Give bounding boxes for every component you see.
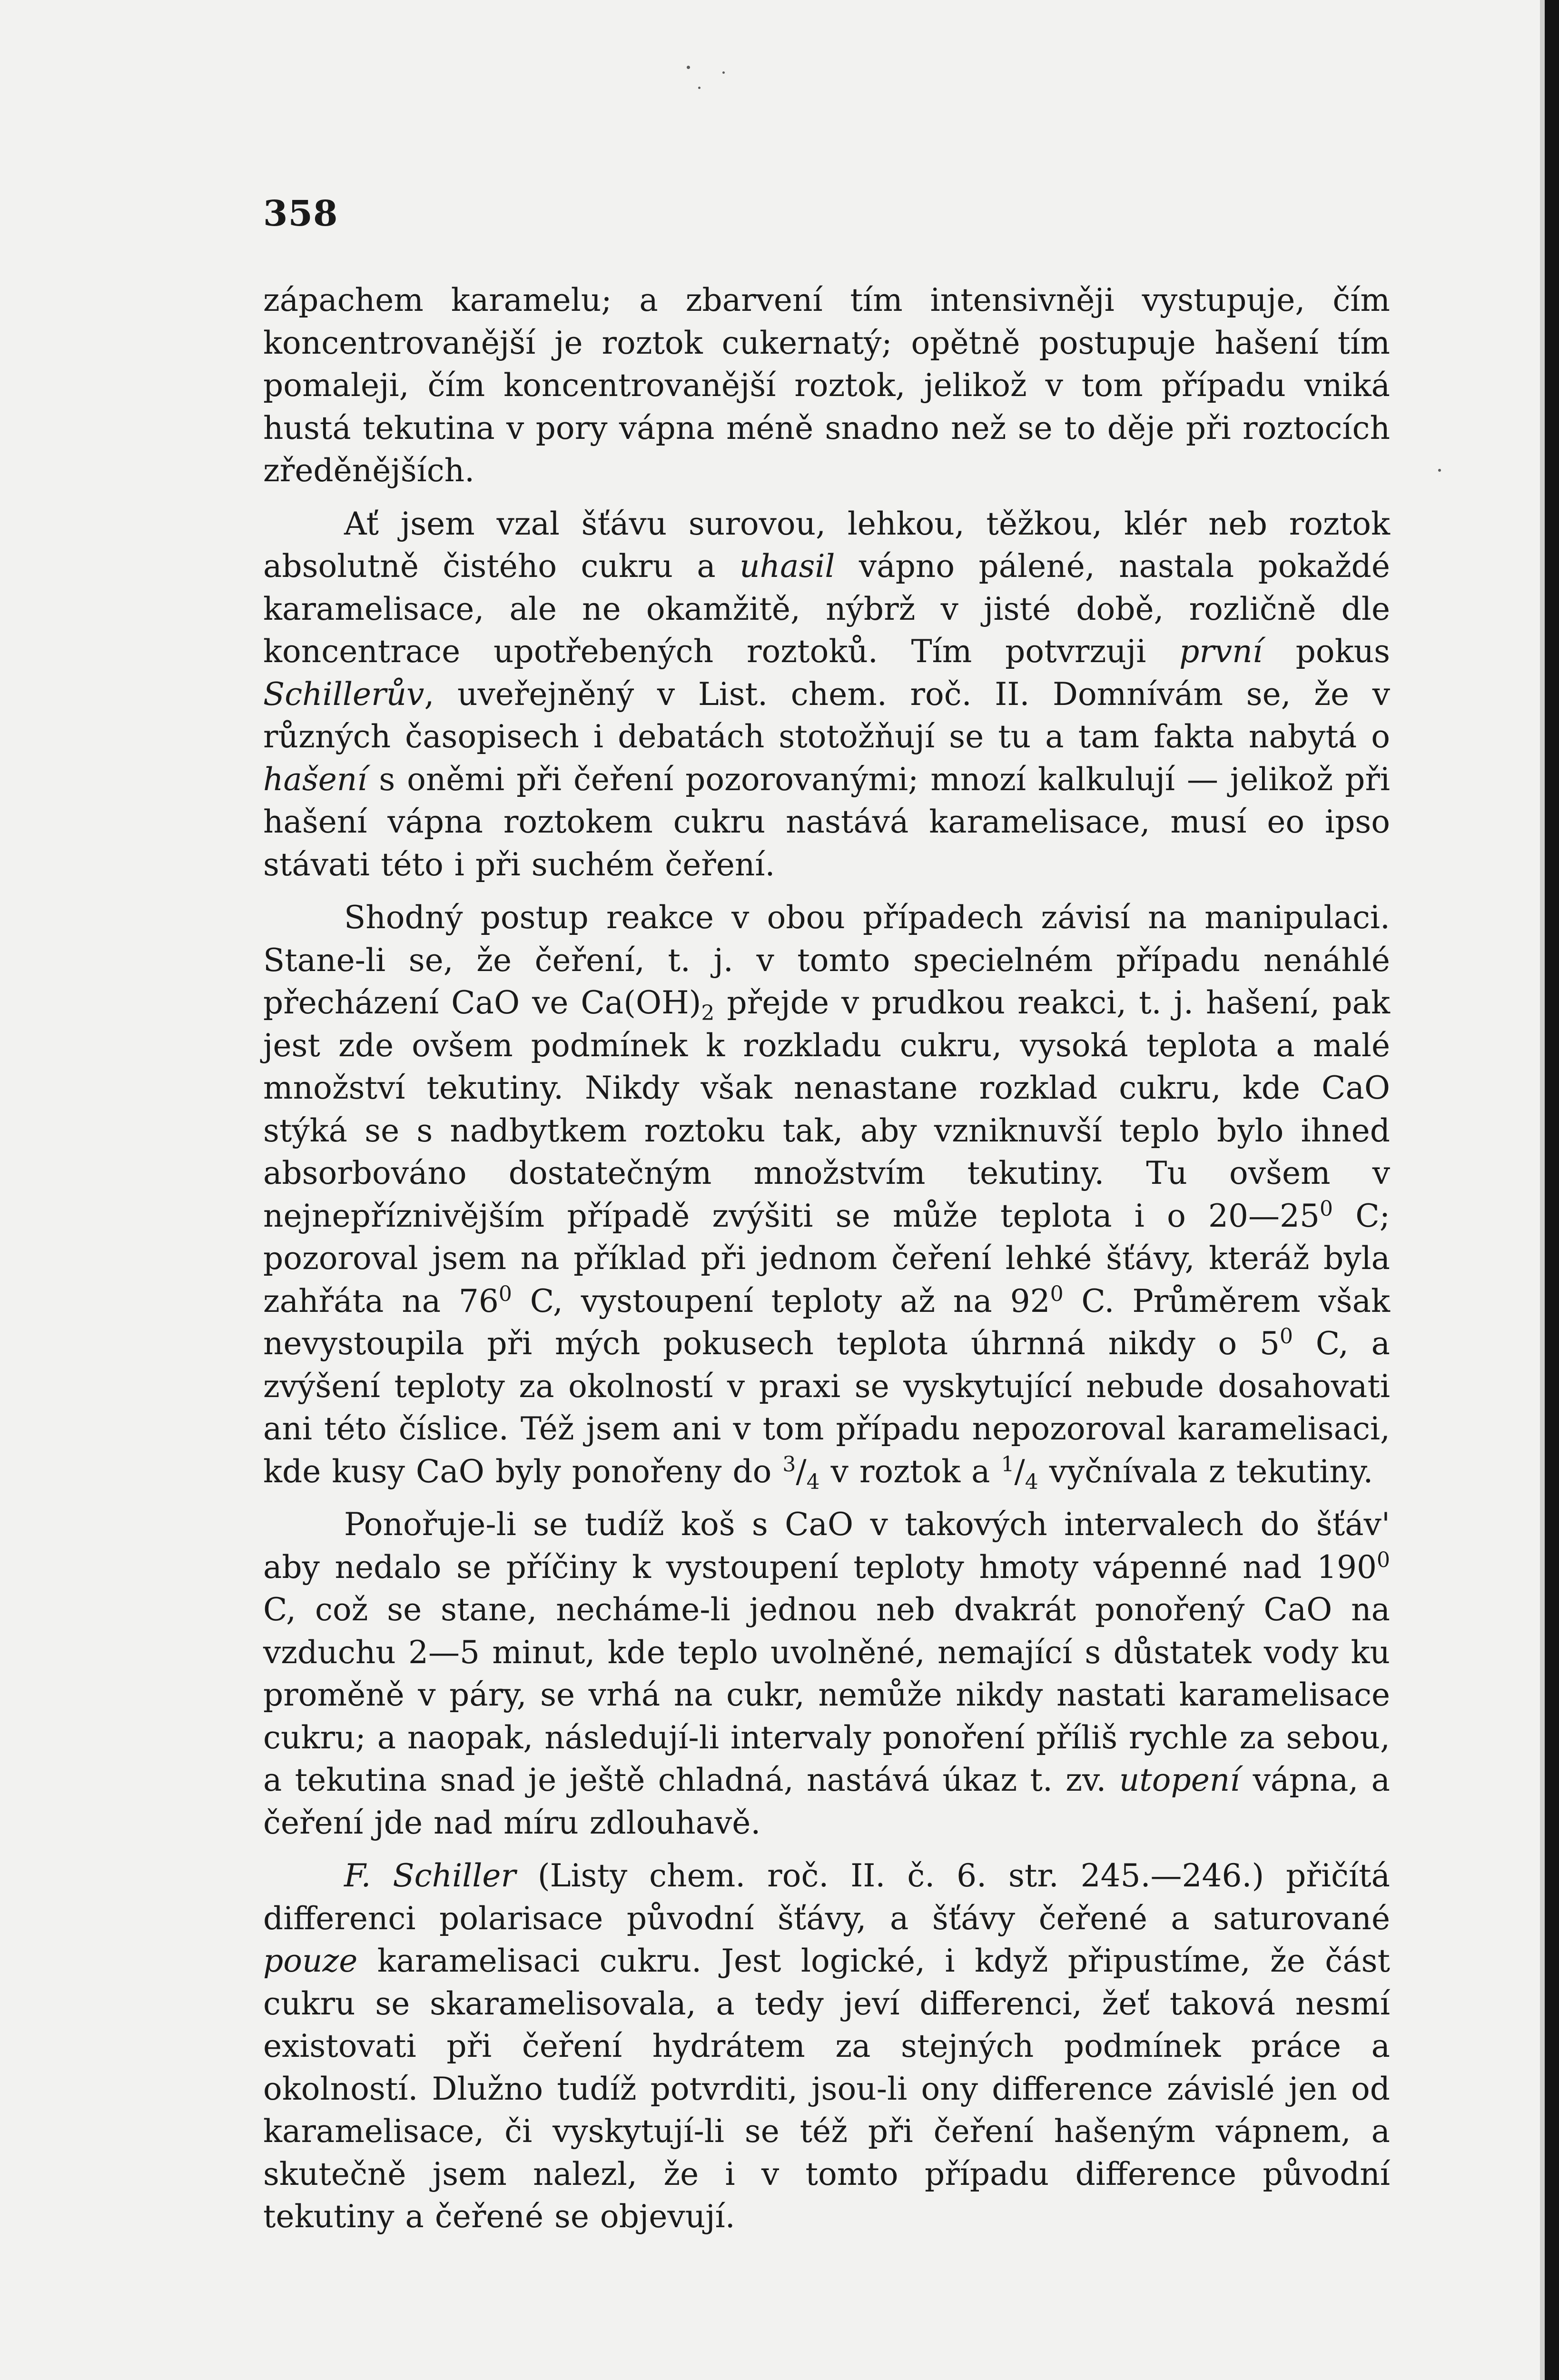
text-run: C, což se stane, necháme-li jednou neb dvakrát ponořený CaO na vzduchu 2—5 minut, kde teplo uvolněné, nemající s důstatek vody ku proměně v páry, se vrhá na cukr, nemůže nikdy nastati karamelisace cukru; a naopak, následují-li intervaly ponoření příliš rychle za sebou, a tekutina snad je ještě chladná, nastává úkaz t. zv.: [263, 1591, 1390, 1798]
paragraph-2: [263, 503, 1390, 886]
italic-term: utopení: [1119, 1762, 1240, 1798]
paragraph-3: Shodný postup reakce v obou případech závisí na manipulaci. Stane-li se, že čeření, t. j. v tomto specielném případu nenáhlé přecházení CaO ve $Ca(OH)_2$ přejde v prudkou reakci, t. j. hašení, pak jest zde ovšem podmínek k rozkladu cukru, vysoká teplota a malé množství tekutiny. Nikdy však nenastane rozklad cukru, kde CaO stýká se s nadbytkem roztoku tak, aby vzniknuvší teplo bylo ihned absorbováno dostatečným množstvím tekutiny. Tu ovšem v nejnepříznivějším případě zvýšiti se může teplota i o $20—25^0$ C; pozoroval jsem na příklad při jednom čeření lehké šťávy, kteráž byla zahřáta na $76^0$ C, vystoupení teploty až na $92^0$ C. Průměrem však nevystoupila při mých pokusech teplota úhrnná nikdy o $5^0$ C, a zvýšení teploty za okolností v praxi se vyskytující nebude dosahovati ani této číslice. Též jsem ani v tom případu nepozoroval karamelisaci, kde kusy CaO byly ponořeny do $^3/_4$ v roztok a $^1/_4$ vyčnívala z tekutiny.: [263, 899, 1390, 1494]
degree-sign: 0: [498, 1281, 512, 1306]
text-run: Ať jsem vzal šťávu surovou, lehkou, těžkou, klér neb roztok absolutně čistého cukru a: [263, 505, 1390, 585]
scan-speck: [722, 71, 725, 74]
text-run: zápachem karamelu; a zbarvení tím intensivněji vystupuje, čím koncentrovanější je roztok cukernatý; opětně postupuje hašení tím pomaleji, čím koncentrovanější roztok, jelikož v tom případu vniká hustá tekutina v pory vápna méně snadno než se to děje při roztocích zředěnějších.: [263, 282, 1390, 489]
text-run: karamelisaci cukru. Jest logické, i když připustíme, že část cukru se skaramelisovala, a tedy jeví differenci, žeť taková nesmí existovati při čeření hydrátem za stejných podmínek práce a okolností. Dlužno tudíž potvrditi, jsou-li ony difference závislé jen od karamelisace, či vyskytují-li se též při čeření hašeným vápnem, a skutečně jsem nalezl, že i v tomto případu difference původní tekutiny a čeřené se objevují.: [263, 1943, 1390, 2235]
text-run: , uveřejněný v List. chem. roč. II. Domnívám se, že v různých časopisech i debatách stotožňují se tu a tam fakta nabytá o: [263, 675, 1390, 755]
text-run: vápna, a čeření jde nad míru zdlouhavě.: [263, 1762, 1390, 1841]
text-run: C. Průměrem však nevystoupila při mých pokusech teplota úhrnná nikdy o 5: [263, 1282, 1390, 1362]
italic-term: pouze: [263, 1943, 358, 1979]
text-run: pokus: [1262, 633, 1390, 670]
degree-sign: 0: [1280, 1324, 1293, 1349]
text-run: vápno pálené, nastala pokaždé karamelisace, ale ne okamžitě, nýbrž v jisté době, rozličně dle koncentrace upotřebených roztoků. Tím potvrzuji: [263, 548, 1390, 670]
scan-speck: [698, 87, 701, 89]
degree-sign: 0: [1377, 1547, 1390, 1572]
fraction-numerator: 1: [1001, 1452, 1015, 1477]
text-run: Shodný postup reakce v obou případech závisí na manipulaci. Stane-li se, že čeření, t. j. v tomto specielném případu nenáhlé přecházení CaO ve Ca(OH): [263, 899, 1390, 1021]
text-run: C, a zvýšení teploty za okolností v praxi se vyskytující nebude dosahovati ani této číslice. Též jsem ani v tom případu nepozoroval karamelisaci, kde kusy CaO byly ponořeny do: [263, 1325, 1390, 1490]
fraction-numerator: 3: [782, 1452, 796, 1477]
degree-sign: 0: [1320, 1196, 1333, 1221]
scan-edge-shadow: [1540, 0, 1545, 2380]
scan-speck: [687, 66, 690, 69]
page-number: 358: [263, 193, 338, 234]
italic-author: F. Schiller: [344, 1857, 516, 1894]
paragraph-5: [263, 1854, 1390, 2238]
italic-author: Schillerův: [263, 675, 424, 713]
fraction-denominator: 4: [806, 1469, 820, 1494]
text-run: (Listy chem. roč. II. č. 6. str. 245.—246.) přičítá differenci polarisace původní šťávy, a šťávy čeřené a saturované: [263, 1857, 1390, 1937]
text-run: s oněmi při čeření pozorovanými; mnozí kalkulují — jelikož při hašení vápna roztokem cukru nastává karamelisace, musí eo ipso stávati této i při suchém čeření.: [263, 761, 1390, 883]
scan-edge: [1545, 0, 1559, 2380]
scan-speck: [1438, 469, 1441, 472]
italic-term: první: [1179, 633, 1263, 670]
text-run: v roztok a: [819, 1453, 1001, 1490]
paragraph-4: [263, 1503, 1390, 1844]
italic-term: uhasil: [740, 548, 835, 585]
text-run: C; pozoroval jsem na příklad při jednom čeření lehké šťávy, kteráž byla zahřáta na 76: [263, 1197, 1390, 1319]
text-run: C, vystoupení teploty až na 92: [512, 1282, 1050, 1319]
paragraph-1: [263, 279, 1390, 492]
fraction-denominator: 4: [1025, 1469, 1038, 1494]
degree-sign: 0: [1050, 1281, 1064, 1306]
text-run: Ponořuje-li se tudíž koš s CaO v takových intervalech do šťáv' aby nedalo se příčiny k vystoupení teploty hmoty vápenné nad 190: [263, 1506, 1390, 1586]
subscript: 2: [701, 1001, 715, 1026]
italic-term: hašení: [263, 761, 367, 798]
text-run: vyčnívala z tekutiny.: [1038, 1453, 1373, 1490]
text-run: přejde v prudkou reakci, t. j. hašení, pak jest zde ovšem podmínek k rozkladu cukru, vysoká teplota a malé množství tekutiny. Nikdy však nenastane rozklad cukru, kde CaO stýká se s nadbytkem roztoku tak, aby vzniknuvší teplo bylo ihned absorbováno dostatečným množstvím tekutiny. Tu ovšem v nejnepříznivějším případě zvýšiti se může teplota i o 20—25: [263, 984, 1390, 1234]
body-text: [263, 279, 1390, 2238]
